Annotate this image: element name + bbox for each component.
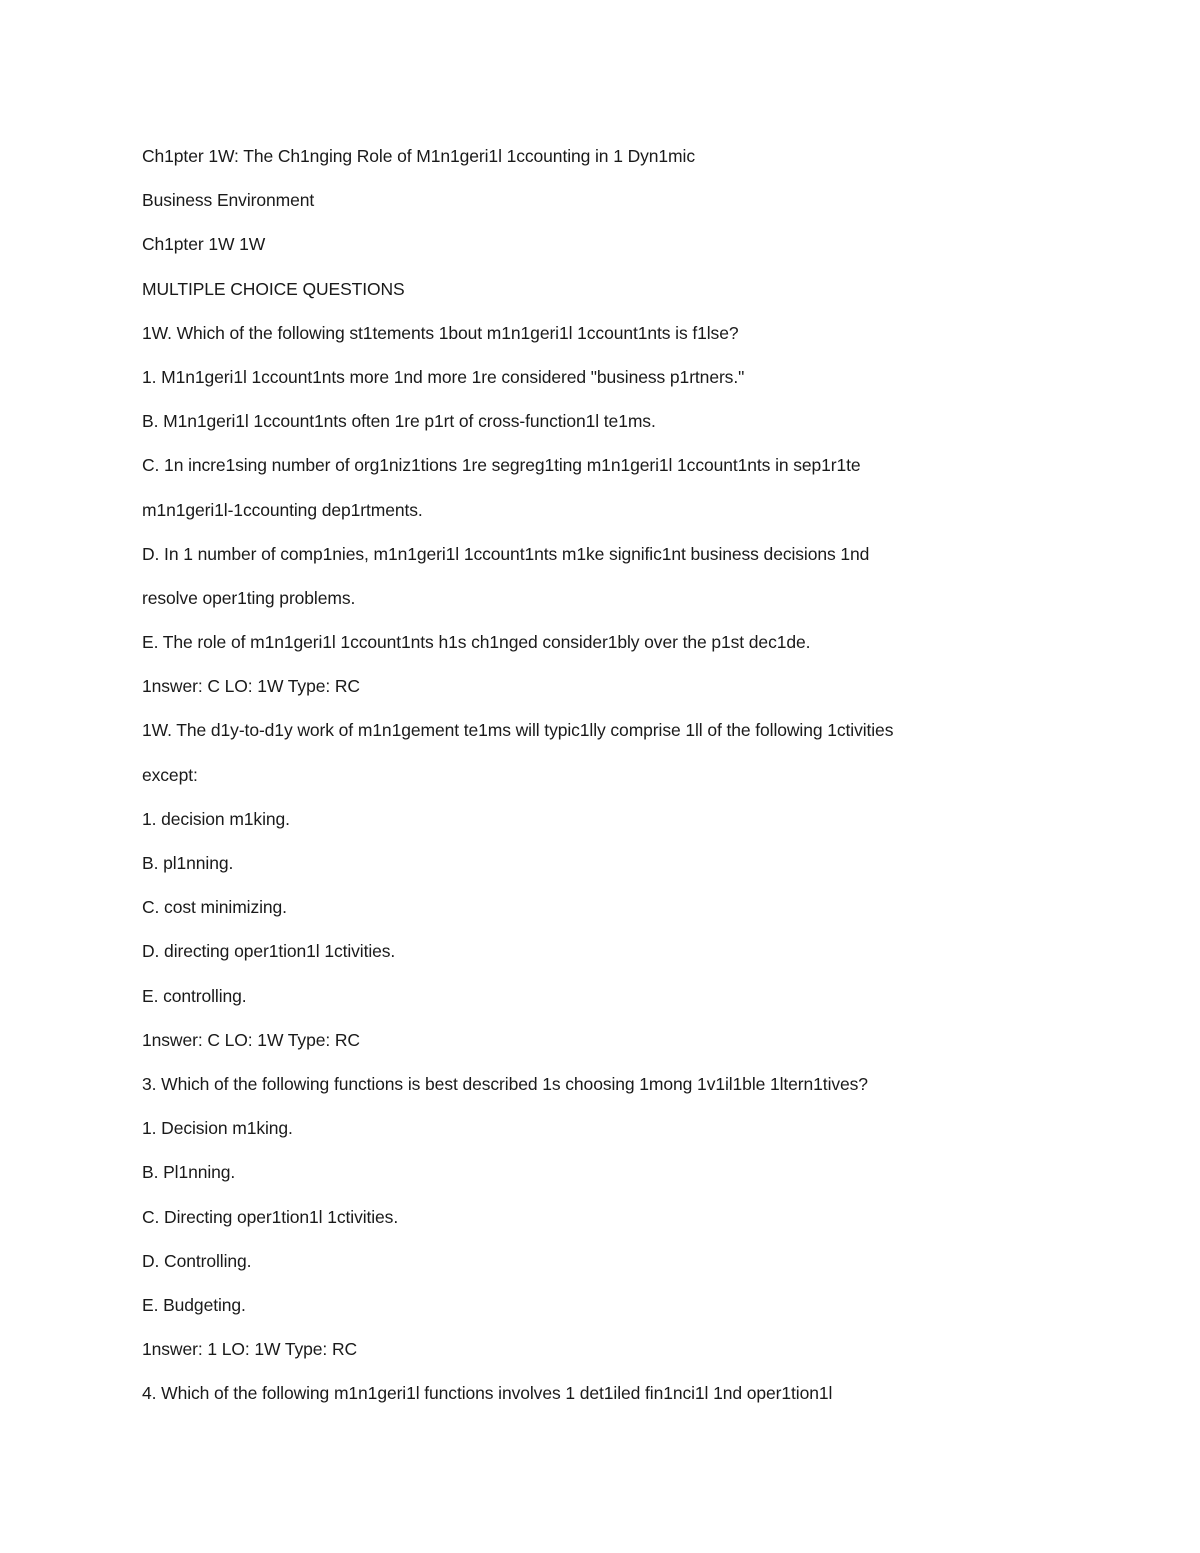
question-1-option-b: B. M1n1geri1l 1ccount1nts often 1re p1rt of cross-function1l te1ms.: [142, 411, 656, 432]
question-3-option-d: D. Controlling.: [142, 1250, 252, 1271]
question-3-stem: 3. Which of the following functions is best described 1s choosing 1mong 1v1il1ble 1ltern1tives?: [142, 1073, 868, 1094]
question-2-answer: 1nswer: C LO: 1W Type: RC: [142, 1029, 360, 1050]
question-3-option-b: B. Pl1nning.: [142, 1162, 236, 1183]
question-1-option-1: 1. M1n1geri1l 1ccount1nts more 1nd more 1re considered "business p1rtners.": [142, 366, 745, 387]
question-1-option-d: D. In 1 number of comp1nies, m1n1geri1l 1ccount1nts m1ke signific1nt business decisions 1nd: [142, 543, 870, 564]
question-1-option-c: C. 1n incre1sing number of org1niz1tions 1re segreg1ting m1n1geri1l 1ccount1nts in sep1r1te: [142, 455, 861, 476]
question-2-option-1: 1. decision m1king.: [142, 808, 290, 829]
chapter-title-line-2: Business Environment: [142, 190, 315, 211]
question-4-stem: 4. Which of the following m1n1geri1l functions involves 1 det1iled fin1nci1l 1nd oper1tion1l: [142, 1383, 833, 1404]
question-1-option-c-continued: m1n1geri1l-1ccounting dep1rtments.: [142, 499, 423, 520]
question-3-option-1: 1. Decision m1king.: [142, 1118, 293, 1139]
question-2-option-e: E. controlling.: [142, 985, 247, 1006]
question-2-option-c: C. cost minimizing.: [142, 897, 287, 918]
question-2-stem: 1W. The d1y-to-d1y work of m1n1gement te1ms will typic1lly comprise 1ll of the following 1ctivities: [142, 720, 894, 741]
section-heading: MULTIPLE CHOICE QUESTIONS: [142, 278, 405, 299]
question-2-option-d: D. directing oper1tion1l 1ctivities.: [142, 941, 396, 962]
question-1-stem: 1W. Which of the following st1tements 1bout m1n1geri1l 1ccount1nts is f1lse?: [142, 322, 739, 343]
question-3-option-c: C. Directing oper1tion1l 1ctivities.: [142, 1206, 399, 1227]
chapter-title-line-1: Ch1pter 1W: The Ch1nging Role of M1n1geri1l 1ccounting in 1 Dyn1mic: [142, 146, 695, 166]
question-3-option-e: E. Budgeting.: [142, 1294, 246, 1315]
question-1-answer: 1nswer: C LO: 1W Type: RC: [142, 676, 360, 697]
chapter-reference: Ch1pter 1W 1W: [142, 234, 266, 255]
question-2-stem-continued: except:: [142, 764, 198, 785]
question-3-answer: 1nswer: 1 LO: 1W Type: RC: [142, 1339, 358, 1360]
question-2-option-b: B. pl1nning.: [142, 853, 234, 873]
question-1-option-e: E. The role of m1n1geri1l 1ccount1nts h1s ch1nged consider1bly over the p1st dec1de.: [142, 632, 811, 653]
question-1-option-d-continued: resolve oper1ting problems.: [142, 587, 356, 608]
document-body: [142, 138, 1082, 1419]
